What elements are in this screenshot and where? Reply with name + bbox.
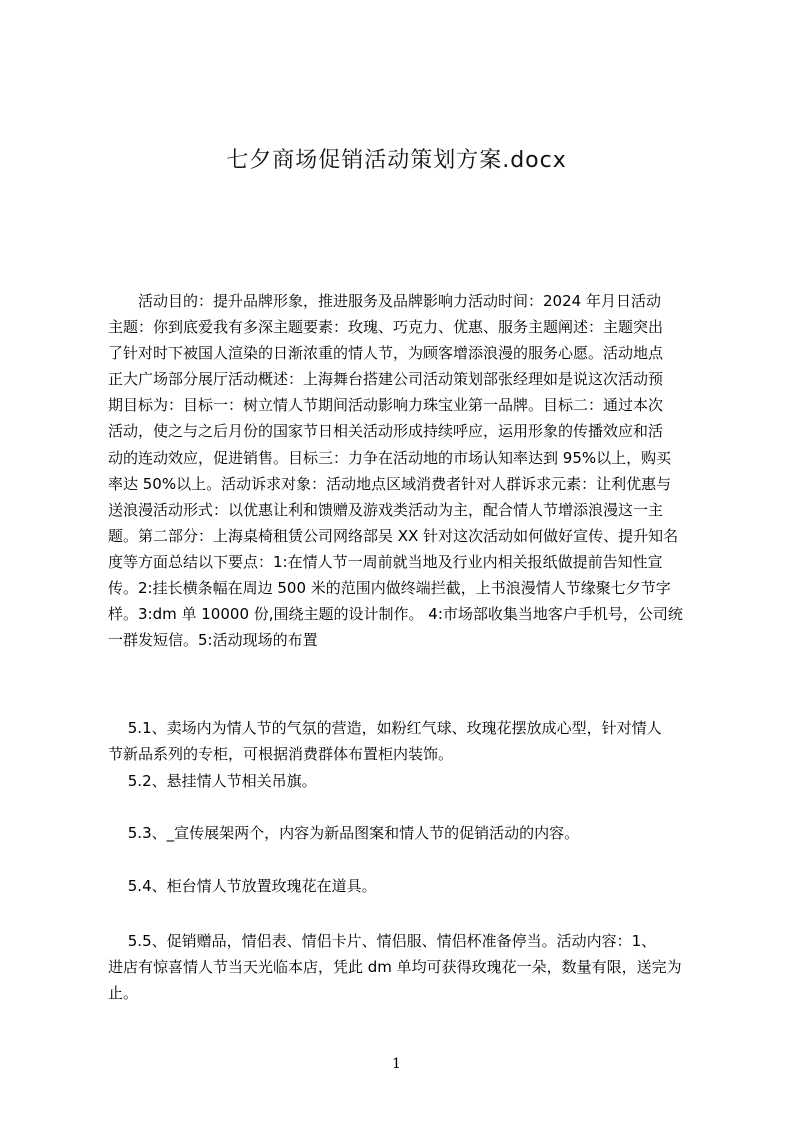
paragraph-line: 5.1、卖场内为情人节的气氛的营造，如粉红气球、玫瑰花摆放成心型，针对情人 xyxy=(108,719,662,737)
paragraph-line: 期目标为：目标一：树立情人节期间活动影响力珠宝业第一品牌。目标二：通过本次 xyxy=(108,396,664,415)
paragraph-line: 5.4、柜台情人节放置玫瑰花在道具。 xyxy=(108,877,377,895)
paragraph-line: 活动，使之与之后月份的国家节日相关活动形成持续呼应，运用形象的传播效应和活 xyxy=(108,422,664,441)
paragraph-line: 5.3、_宣传展架两个，内容为新品图案和情人节的促销活动的内容。 xyxy=(108,824,580,842)
paragraph-line: 5.5、促销赠品，情侣表、情侣卡片、情侣服、情侣杯准备停当。活动内容：1、 xyxy=(108,932,657,950)
paragraph-line: 样。3:dm 单 10000 份,围绕主题的设计制作。 4:市场部收集当地客户手机号，公司统 xyxy=(108,605,683,624)
paragraph-line: 止。 xyxy=(108,984,139,1002)
paragraph-line: 送浪漫活动形式：以优惠让利和馈赠及游戏类活动为主，配合情人节增添浪漫这一主 xyxy=(108,500,664,519)
document-title: 七夕商场促销活动策划方案.docx xyxy=(226,148,567,173)
item-5-1-paragraph xyxy=(108,715,708,767)
paragraph-line: 节新品系列的专柜，可根据消费群体布置柜内装饰。 xyxy=(108,745,454,763)
paragraph-line: 率达 50%以上。活动诉求对象：活动地点区域消费者针对人群诉求元素：让利优惠与 xyxy=(108,474,672,493)
page-number: 1 xyxy=(392,1056,401,1072)
paragraph-line: 主题：你到底爱我有多深主题要素：玫瑰、巧克力、优惠、服务主题阐述：主题突出 xyxy=(108,318,664,337)
item-5-2-paragraph xyxy=(108,768,708,794)
paragraph-line: 5.2、悬挂情人节相关吊旗。 xyxy=(108,772,317,790)
item-5-3-paragraph xyxy=(108,820,708,846)
paragraph-line: 活动目的：提升品牌形象，推进服务及品牌影响力活动时间：2024 年月日活动 xyxy=(108,292,661,310)
paragraph-line: 正大广场部分展厅活动概述：上海舞台搭建公司活动策划部张经理如是说这次活动预 xyxy=(108,370,664,389)
intro-paragraph xyxy=(108,288,700,653)
paragraph-line: 一群发短信。5:活动现场的布置 xyxy=(108,631,318,650)
paragraph-line: 题。第二部分：上海桌椅租赁公司网络部吴 XX 针对这次活动如何做好宣传、提升知名 xyxy=(108,526,679,545)
paragraph-line: 了针对时下被国人渲染的日渐浓重的情人节，为顾客增添浪漫的服务心愿。活动地点 xyxy=(108,344,664,363)
paragraph-line: 动的连动效应，促进销售。目标三：力争在活动地的市场认知率达到 95%以上，购买 xyxy=(108,448,672,467)
paragraph-line: 度等方面总结以下要点：1:在情人节一周前就当地及行业内相关报纸做提前告知性宣 xyxy=(108,552,663,571)
item-5-4-paragraph xyxy=(108,873,708,899)
item-5-5-paragraph xyxy=(108,928,708,1006)
paragraph-line: 传。2:挂长横条幅在周边 500 米的范围内做终端拦截，上书浪漫情人节缘聚七夕节字 xyxy=(108,579,671,598)
paragraph-line: 进店有惊喜情人节当天光临本店，凭此 dm 单均可获得玫瑰花一朵，数量有限，送完为 xyxy=(108,958,682,976)
